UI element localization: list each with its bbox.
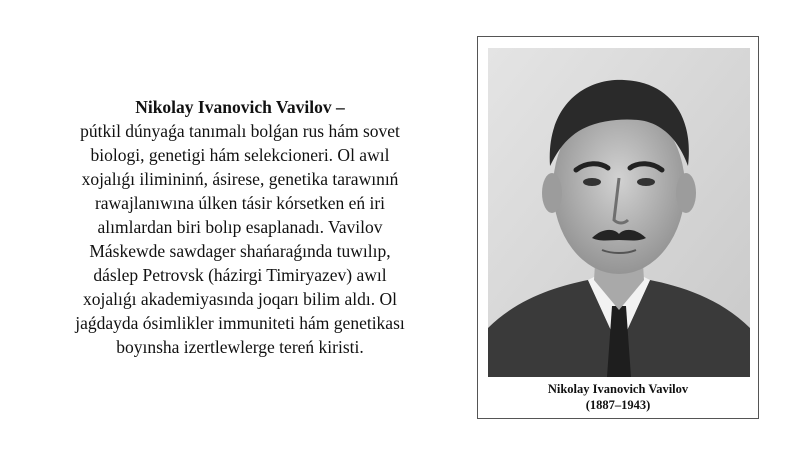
biography-heading: Nikolay Ivanovich Vavilov –	[135, 97, 345, 117]
biography-line: jaǵdayda ósimlikler immuniteti hám genetikası	[75, 313, 405, 333]
portrait-caption	[478, 381, 758, 413]
biography-line: pútkil dúnyaǵa tanımalı bolǵan rus hám sovet	[80, 121, 400, 141]
biography-line: rawajlanıwına úlken tásir kórsetken eń iri	[94, 193, 386, 213]
biography-line: xojalıǵı ilimininń, ásirese, genetika tarawınıń	[81, 169, 399, 189]
biography-line: xojalıǵı akademiyasında joqarı bilim aldı. Ol	[83, 289, 397, 309]
biography-text	[40, 95, 440, 359]
biography-line: biologi, genetigi hám selekcioneri. Ol awıl	[90, 145, 390, 165]
portrait-illustration	[488, 48, 750, 377]
caption-name: Nikolay Ivanovich Vavilov	[547, 382, 689, 396]
portrait-photo	[488, 48, 750, 377]
portrait-card	[477, 36, 759, 419]
biography-line: Máskewde sawdager shańaraǵında tuwılıp,	[89, 241, 391, 261]
biography-line: alımlardan biri bolıp esaplanadı. Vavilov	[97, 217, 383, 237]
biography-line: boyınsha izertlewlerge tereń kiristi.	[116, 337, 364, 357]
biography-line: dáslep Petrovsk (házirgi Timiryazev) awıl	[93, 265, 387, 285]
caption-years: (1887–1943)	[585, 398, 651, 412]
